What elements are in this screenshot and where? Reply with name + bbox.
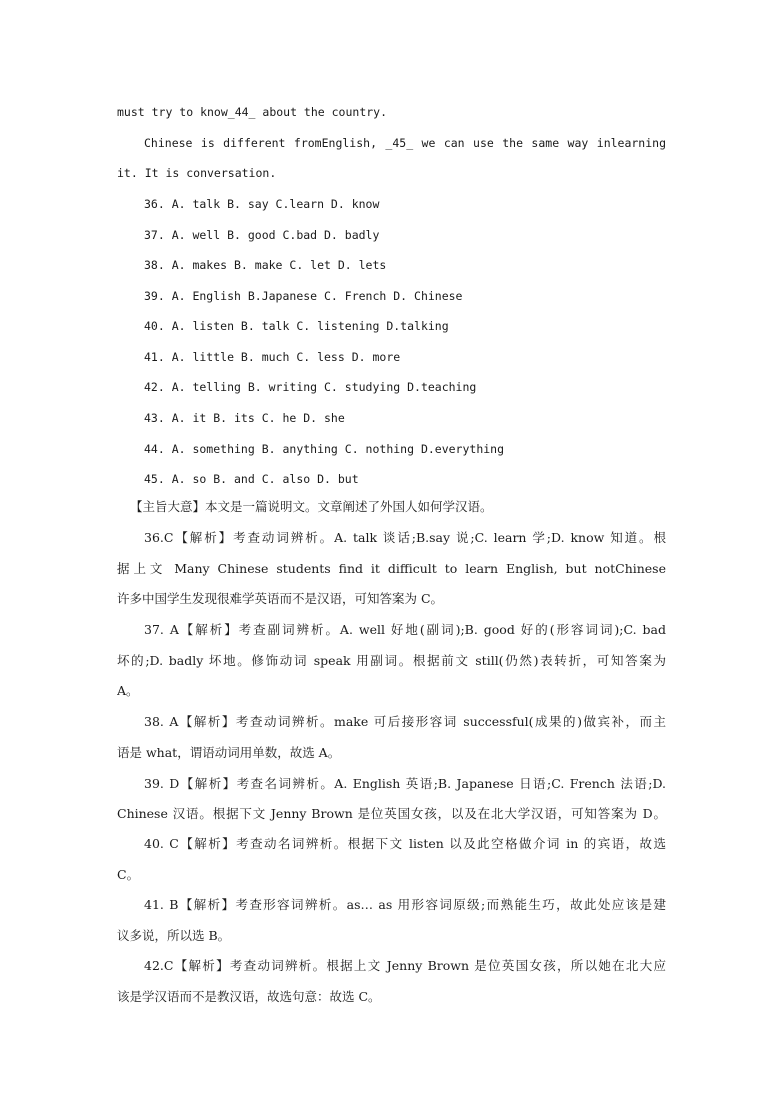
passage-line-2: Chinese is different fromEnglish, _45_ we can use the same way inlearning [144,136,666,150]
passage-line-1: must try to know_44_ about the country. [117,105,388,119]
option-42: 42. A. telling B. writing C. studying D.teaching [144,380,477,394]
option-43: 43. A. it B. its C. he D. she [144,411,345,425]
option-37: 37. A. well B. good C.bad D. badly [144,228,380,242]
explanation-41-line-2: 议多说，所以选 B。 [117,928,231,943]
passage-line-3: it. It is conversation. [117,166,277,180]
explanation-40-line-1: 40. C【解析】考查动名词辨析。根据下文 listen 以及此空格做介词 in 的宾语，故选 [144,836,666,851]
option-45: 45. A. so B. and C. also D. but [144,472,359,486]
explanation-36-line-2: 据上文 Many Chinese students find it difficult to learn English, but notChinese [117,561,666,576]
explanation-42-line-1: 42.C【解析】考查动词辨析。根据上文 Jenny Brown 是位英国女孩，所以她在北大应 [144,958,666,973]
option-40: 40. A. listen B. talk C. listening D.talking [144,319,449,333]
explanation-42-line-2: 该是学汉语而不是教汉语，故选句意：故选 C。 [117,989,381,1004]
main-idea: 【主旨大意】本文是一篇说明文。文章阐述了外国人如何学汉语。 [130,499,493,514]
option-41: 41. A. little B. much C. less D. more [144,350,401,364]
option-44: 44. A. something B. anything C. nothing D.everything [144,442,505,456]
explanation-37-line-2: 坏的;D. badly 坏地。修饰动词 speak 用副词。根据前文 still(仍然)表转折，可知答案为 [117,653,666,668]
explanation-39-line-2: Chinese 汉语。根据下文 Jenny Brown 是位英国女孩，以及在北大学汉语，可知答案为 D。 [117,806,666,821]
explanation-39-line-1: 39. D【解析】考查名词辨析。A. English 英语;B. Japanese 日语;C. French 法语;D. [144,776,666,791]
explanation-36-line-1: 36.C【解析】考查动词辨析。A. talk 谈话;B.say 说;C. learn 学;D. know 知道。根 [144,530,666,545]
explanation-40-line-2: C。 [117,867,140,882]
option-36: 36. A. talk B. say C.learn D. know [144,197,380,211]
explanation-38-line-2: 语是 what，谓语动词用单数，故选 A。 [117,745,341,760]
explanation-37-line-1: 37. A【解析】考查副词辨析。A. well 好地(副词);B. good 好的(形容词词);C. bad [144,622,666,637]
explanation-37-line-3: A。 [117,683,139,698]
explanation-41-line-1: 41. B【解析】考查形容词辨析。as… as 用形容词原级;而熟能生巧，故此处应该是建 [144,897,666,912]
explanation-38-line-1: 38. A【解析】考查动词辨析。make 可后接形容词 successful(成果的)做宾补，而主 [144,714,666,729]
option-39: 39. A. English B.Japanese C. French D. Chinese [144,289,463,303]
explanation-36-line-3: 许多中国学生发现很难学英语而不是汉语，可知答案为 C。 [117,591,444,606]
option-38: 38. A. makes B. make C. let D. lets [144,258,387,272]
